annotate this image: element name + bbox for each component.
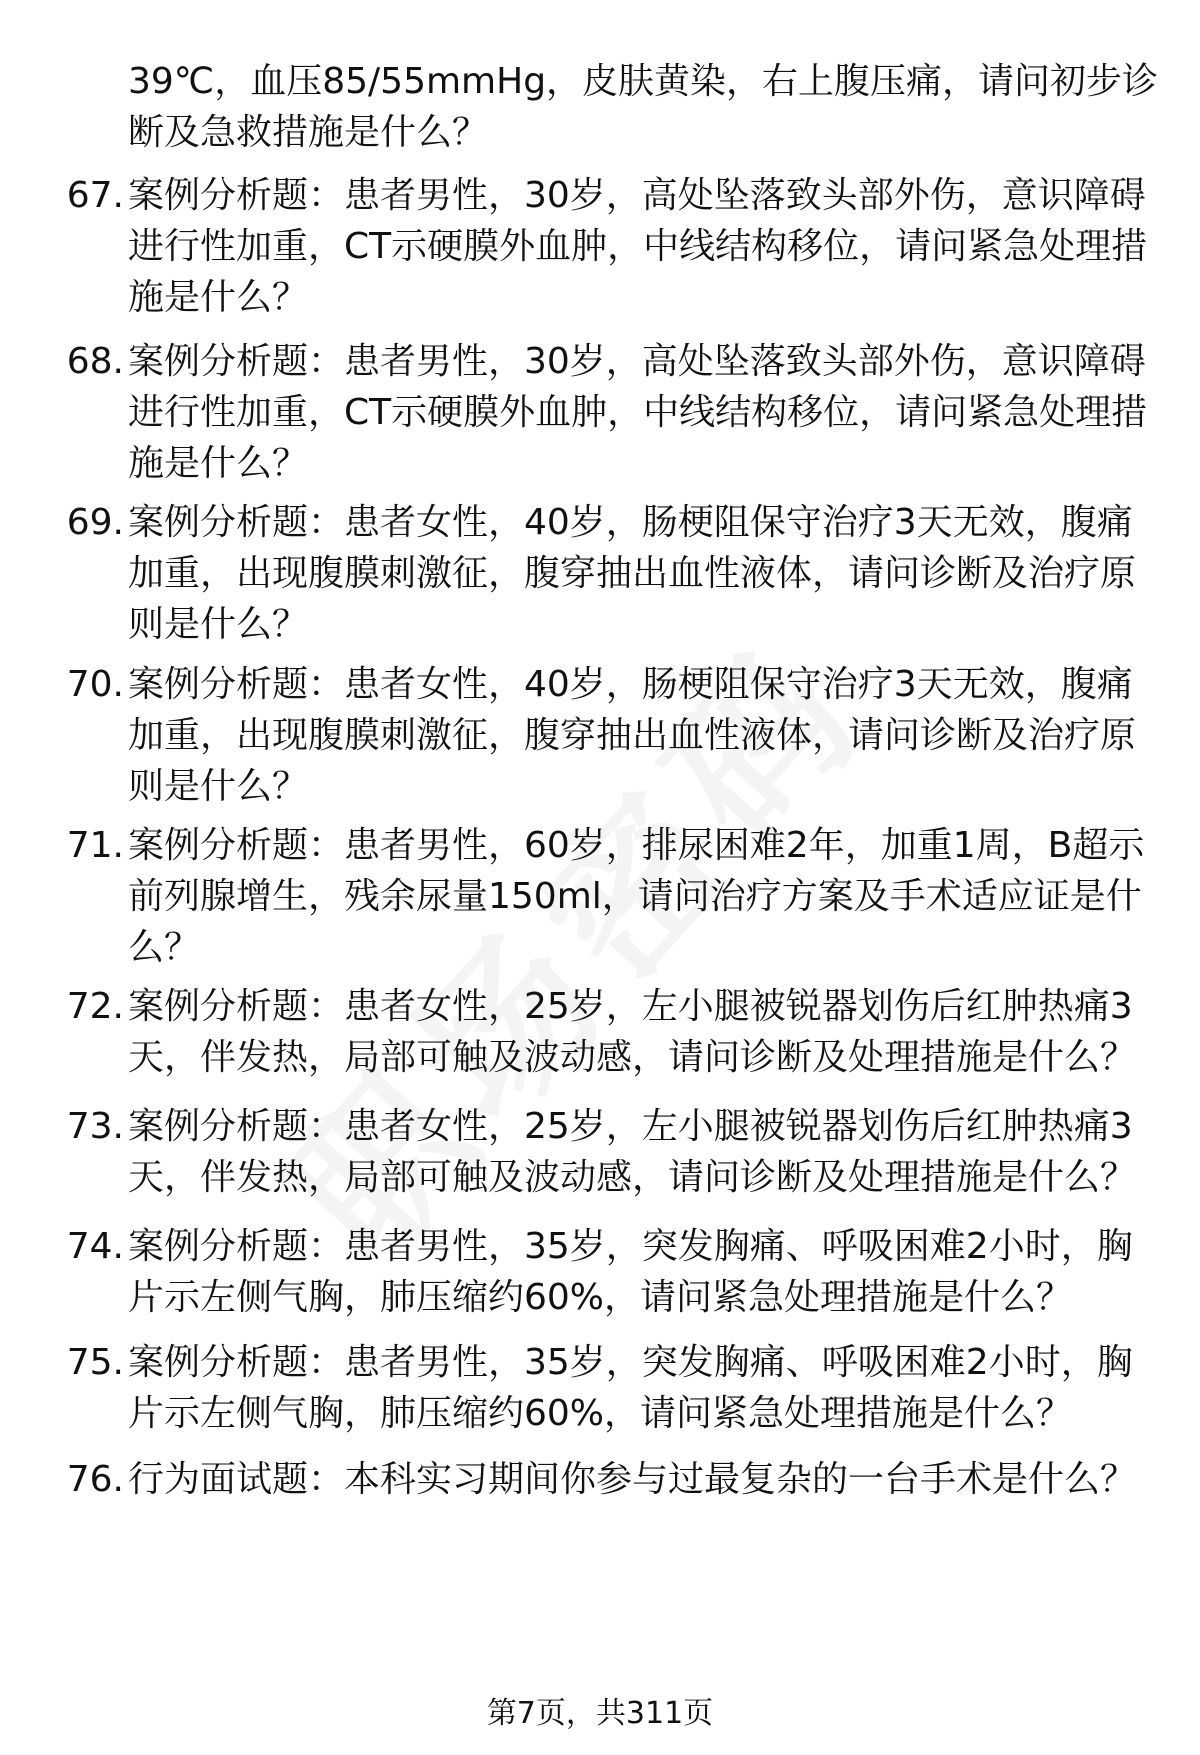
question-number: 70.	[66, 664, 124, 705]
question-number: 69.	[66, 502, 124, 543]
question-number: 68.	[66, 341, 124, 382]
question-text: 案例分析题：患者男性，30岁，高处坠落致头部外伤，意识障碍 进行性加重，CT示硬膜外血肿，中线结构移位，请问紧急处理措 施是什么？	[128, 341, 1148, 484]
question-number: 72.	[66, 986, 124, 1027]
question-text: 39℃，血压85/55mmHg，皮肤黄染，右上腹压痛，请问初步诊 断及急救措施是什么？	[128, 61, 1159, 153]
question-text: 案例分析题：患者女性，40岁，肠梗阻保守治疗3天无效，腹痛 加重，出现腹膜刺激征，腹穿抽出血性液体，请问诊断及治疗原 则是什么？	[128, 664, 1137, 807]
question-number: 67.	[66, 175, 124, 216]
question-text: 案例分析题：患者女性，40岁，肠梗阻保守治疗3天无效，腹痛 加重，出现腹膜刺激征，腹穿抽出血性液体，请问诊断及治疗原 则是什么？	[128, 502, 1137, 645]
question-number: 71.	[66, 825, 124, 866]
question-text: 案例分析题：患者女性，25岁，左小腿被锐器划伤后红肿热痛3 天，伴发热，局部可触及波动感，请问诊断及处理措施是什么？	[128, 986, 1137, 1078]
question-text: 案例分析题：患者女性，25岁，左小腿被锐器划伤后红肿热痛3 天，伴发热，局部可触及波动感，请问诊断及处理措施是什么？	[128, 1106, 1137, 1198]
question-number: 73.	[66, 1106, 124, 1147]
page-footer: 第7页，共311页	[486, 1696, 714, 1731]
question-text: 行为面试题：本科实习期间你参与过最复杂的一台手术是什么？	[128, 1459, 1137, 1500]
question-text: 案例分析题：患者男性，35岁，突发胸痛、呼吸困难2小时，胸 片示左侧气胸，肺压缩约60%，请问紧急处理措施是什么？	[128, 1342, 1133, 1434]
question-text: 案例分析题：患者男性，60岁，排尿困难2年，加重1周，B超示 前列腺增生，残余尿量150ml，请问治疗方案及手术适应证是什 么？	[128, 825, 1145, 968]
question-text: 案例分析题：患者男性，35岁，突发胸痛、呼吸困难2小时，胸 片示左侧气胸，肺压缩约60%，请问紧急处理措施是什么？	[128, 1226, 1133, 1318]
question-number: 74.	[66, 1226, 124, 1267]
question-number: 76.	[66, 1459, 124, 1500]
question-number: 75.	[66, 1342, 124, 1383]
question-text: 案例分析题：患者男性，30岁，高处坠落致头部外伤，意识障碍 进行性加重，CT示硬膜外血肿，中线结构移位，请问紧急处理措 施是什么？	[128, 175, 1148, 318]
